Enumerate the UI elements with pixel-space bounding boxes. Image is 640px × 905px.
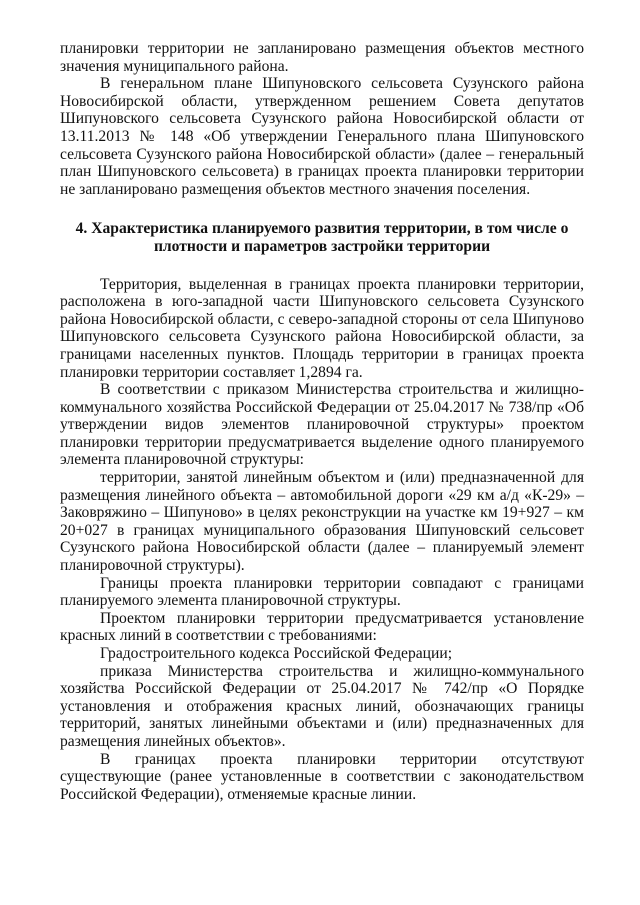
document-page	[60, 40, 584, 803]
paragraph-continuation: планировки территории не запланировано размещения объектов местного значения муниципального района.	[60, 40, 584, 75]
section-heading: 4. Характеристика планируемого развития территории, в том числе о плотности и параметров застройки территории	[75, 220, 569, 255]
paragraph-red-lines: Проектом планировки территории предусматривается установление красных линий в соответствии с требованиями:	[60, 609, 584, 645]
paragraph-existing-lines: В границах проекта планировки территории отсутствуют существующие (ранее установленные в соответствии с законодательством Российской Федерации), отменяемые красные линии.	[60, 750, 584, 803]
paragraph-order-738: В соответствии с приказом Министерства строительства и жилищно-коммунального хозяйства Российской Федерации от 25.04.2017 № 738/пр «Об утверждении видов элементов планировочной структуры» проектом планировки территории предусматривается выделение одного планируемого элемента планировочной структуры:	[60, 381, 584, 469]
paragraph-code: Градостроительного кодекса Российской Федерации;	[100, 645, 453, 662]
paragraph-boundaries: Границы проекта планировки территории совпадают с границами планируемого элемента планировочной структуры.	[60, 574, 584, 610]
paragraph-order-742: приказа Министерства строительства и жилищно-коммунального хозяйства Российской Федерации от 25.04.2017 № 742/пр «О Порядке установления и отображения красных линий, обозначающих границы территорий, занятых линейными объектами и (или) предназначенных для размещения линейных объектов».	[60, 662, 584, 750]
paragraph-territory: Территория, выделенная в границах проекта планировки территории, расположена в юго-западной части Шипуновского сельсовета Сузунского района Новосибирской области, с северо-западной стороны от села Шипуново Шипуновского сельсовета Сузунского района Новосибирской области, за границами населенных пунктов. Площадь территории в границах проекта планировки территории составляет 1,2894 га.	[60, 275, 584, 381]
paragraph-general-plan: В генеральном плане Шипуновского сельсовета Сузунского района Новосибирской области, утвержденном решением Совета депутатов Шипуновского сельсовета Сузунского района Новосибирской области от 13.11.2013 № 148 «Об утверждении Генерального плана Шипуновского сельсовета Сузунского района Новосибирской области» (далее – генеральный план Шипуновского сельсовета) в границах проекта планировки территории не запланировано размещения объектов местного значения поселения.	[60, 75, 584, 198]
paragraph-linear-object: территории, занятой линейным объектом и (или) предназначенной для размещения линейного объекта – автомобильной дороги «29 км а/д «К-29» – Заковряжино – Шипуново» в целях реконструкции на участке км 19+927 – км 20+027 в границах муниципального образования Шипуновский сельсовет Сузунского района Новосибирской области (далее – планируемый элемент планировочной структуры).	[60, 469, 584, 575]
